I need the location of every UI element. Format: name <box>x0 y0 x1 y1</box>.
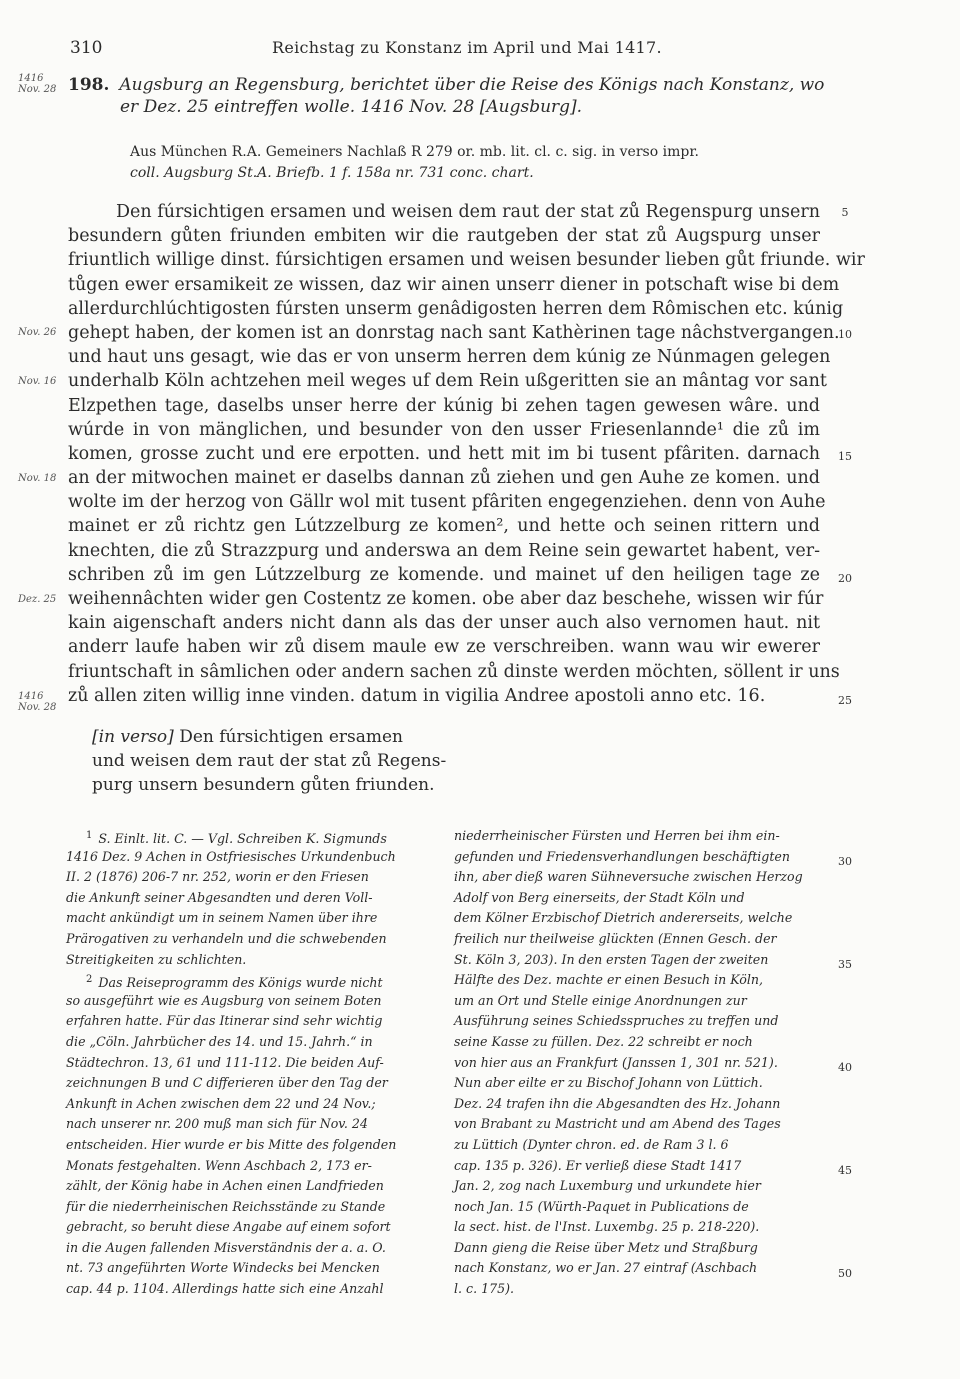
footnote-line: die „Cöln. Jahrbücher des 14. und 15. Jahrh.“ in <box>66 1033 373 1049</box>
entry-title-line-2: er Dez. 25 eintreffen wolle. 1416 Nov. 28 [Augsburg]. <box>120 97 583 117</box>
body-line: underhalb Köln achtzehen meil weges uf dem Rein ußgeritten sie an mântag vor sant <box>68 371 827 392</box>
footnote-line: gebracht, so beruht diese Angabe auf einem sofort <box>66 1219 391 1235</box>
footnote-line: Hälfte des Dez. machte er einen Besuch in Köln, <box>454 972 764 988</box>
margin-date: Dez. 25 <box>18 594 57 605</box>
body-line: an der mitwochen mainet er daselbs dannan zů ziehen und gen Auhe ze komen. und <box>68 468 820 489</box>
body-line: friuntlich willige dinst. fúrsichtigen ersamen und weisen besunder lieben gůt friunde. wir <box>68 250 865 271</box>
footnote-line: ihn, aber dieß waren Sühneversuche zwischen Herzog <box>454 869 803 885</box>
margin-date: Nov. 26 <box>18 327 57 338</box>
footnote-line: dem Kölner Erzbischof Dietrich andererseits, welche <box>454 910 793 926</box>
footnote-line: Streitigkeiten zu schlichten. <box>66 951 247 967</box>
margin-date-day: Nov. 28 <box>18 84 57 95</box>
body-line: tůgen ewer ersamikeit ze wissen, daz wir ainen unserr diener in potschaft wise bi dem <box>68 274 840 295</box>
body-line: komen, grosse zucht und ere erpotten. und hett mit im bi tusent pfâriten. darnach <box>68 443 820 464</box>
footnotes-right <box>454 826 820 1300</box>
verso-line-1: Den fúrsichtigen ersamen <box>179 727 403 747</box>
verso-address <box>92 725 446 797</box>
body-line: schriben zů im gen Lútzzelburg ze komende. und mainet uf den heiligen tage ze <box>68 564 820 585</box>
body-line: knechten, die zů Strazzpurg und anderswa an dem Reine sein gewartet habent, ver- <box>68 540 820 561</box>
source-line-1: Aus München R.A. Gemeiners Nachlaß R 279 or. mb. lit. cl. c. sig. in verso impr. <box>130 144 699 160</box>
footnote-line: seine Kasse zu füllen. Dez. 22 schreibt er noch <box>454 1033 753 1049</box>
footnote-line: zählt, der König habe in Achen einen Landfrieden <box>66 1178 384 1194</box>
line-number: 30 <box>838 855 852 868</box>
footnote-line: la sect. hist. de l'Inst. Luxembg. 25 p. 218-220). <box>454 1219 760 1235</box>
body-line: besundern gůten friunden embiten wir die rautgeben der stat zů Augspurg unser <box>68 226 820 247</box>
body-line: anderr laufe haben wir zů disem maule ew ze verschreiben. wann wau wir ewerer <box>68 637 820 658</box>
footnote-line: in die Augen fallenden Misverständnis der a. a. O. <box>66 1239 386 1255</box>
body-line: friuntschaft in sâmlichen oder andern sachen zů dinste werden möchten, söllent ir uns <box>68 661 840 682</box>
line-number: 40 <box>838 1061 852 1074</box>
footnote-line: Städtechron. 13, 61 und 111-112. Die beiden Auf- <box>66 1054 384 1070</box>
body-line: wúrde in von mänglichen, und besunder von den usser Friesenlannde¹ die zů im <box>68 419 820 440</box>
footnote-line: zu Lüttich (Dynter chron. ed. de Ram 3 l. 6 <box>454 1136 729 1152</box>
page-number: 310 <box>70 38 103 58</box>
footnote-line: erfahren hatte. Für das Itinerar sind sehr wichtig <box>66 1013 383 1029</box>
footnote-line: zeichnungen B und C differieren über den Tag der <box>66 1075 388 1091</box>
entry-title-line-1: Augsburg an Regensburg, berichtet über die Reise des Königs nach Konstanz, wo <box>119 75 825 95</box>
footnote-line: Ankunft in Achen zwischen dem 22 und 24 Nov.; <box>66 1095 376 1111</box>
footnote-line: Dann gieng die Reise über Metz und Straßburg <box>454 1239 758 1255</box>
body-line: gehept haben, der komen ist an donrstag nach sant Kathèrinen tage nâchstvergangen. <box>68 322 840 343</box>
page-header <box>0 38 960 62</box>
footnote-line: nt. 73 angeführten Worte Windecks bei Mencken <box>66 1260 380 1276</box>
footnote-line: Ausführung seines Schiedsspruches zu treffen und <box>454 1013 779 1029</box>
body-line: und haut uns gesagt, wie das er von unserm herren dem kúnig ze Núnmagen gelegen <box>68 347 831 368</box>
verso-tag: [in verso] <box>92 727 174 747</box>
footnote-marker-2: 2 <box>86 974 93 986</box>
margin-date-year: 1416 <box>18 73 44 84</box>
footnote-line: l. c. 175). <box>454 1281 515 1297</box>
footnote-line: die Ankunft seiner Abgesandten und deren Voll- <box>66 889 373 905</box>
footnote-line: Jan. 2, zog nach Luxemburg und urkundete hier <box>454 1178 761 1194</box>
footnote-line: noch Jan. 15 (Würth-Paquet in Publications de <box>454 1198 749 1214</box>
running-head: Reichstag zu Konstanz im April und Mai 1417. <box>272 38 662 57</box>
footnote-line: Das Reiseprogramm des Königs wurde nicht <box>98 975 383 991</box>
footnote-line: Adolf von Berg einerseits, der Stadt Köln und <box>454 889 745 905</box>
footnote-line: Nun aber eilte er zu Bischof Johann von Lüttich. <box>454 1075 763 1091</box>
footnote-line: cap. 135 p. 326). Er verließ diese Stadt 1417 <box>454 1157 742 1173</box>
footnote-line: S. Einlt. lit. C. — Vgl. Schreiben K. Sigmunds <box>98 831 387 847</box>
footnote-marker-1: 1 <box>86 830 93 841</box>
body-line: Den fúrsichtigen ersamen und weisen dem raut der stat zů Regenspurg unsern <box>116 202 820 222</box>
body-line: weihennâchten wider gen Costentz ze komen. obe aber daz beschehe, wissen wir fúr <box>68 589 824 609</box>
footnotes-left <box>66 826 432 1300</box>
footnote-line: niederrheinischer Fürsten und Herren bei ihm ein- <box>454 828 780 843</box>
footnote-line: entscheiden. Hier wurde er bis Mitte des folgenden <box>66 1136 397 1152</box>
footnote-line: nach unserer nr. 200 muß man sich für Nov. 24 <box>66 1116 368 1132</box>
footnote-line: gefunden und Friedensverhandlungen beschäftigten <box>454 848 790 864</box>
footnote-line: freilich nur theilweise glückten (Ennen Gesch. der <box>454 930 777 946</box>
footnote-line: macht ankündigt um in seinem Namen über ihre <box>66 910 378 926</box>
body-line: zů allen ziten willig inne vinden. datum in vigilia Andree apostoli anno etc. 16. <box>68 685 766 706</box>
body-line: mainet er zů richtz gen Lútzzelburg ze komen², und hette och seinen rittern und <box>68 516 820 537</box>
footnote-line: um an Ort und Stelle einige Anordnungen zur <box>454 992 747 1008</box>
footnote-line: so ausgeführt wie es Augsburg von seinem Boten <box>66 992 382 1008</box>
footnote-line: für die niederrheinischen Reichsstände zu Stande <box>66 1198 386 1214</box>
line-number: 50 <box>838 1267 852 1280</box>
entry-number: 198. <box>68 75 110 95</box>
entry-heading <box>68 74 828 118</box>
footnote-line: von hier aus an Frankfurt (Janssen 1, 301 nr. 521). <box>454 1054 778 1070</box>
body-line: kain aigenschaft anders nicht dann als das der unser auch also vernomen haut. nit <box>68 613 820 634</box>
verso-line-3: purg unsern besundern gůten friunden. <box>92 775 435 795</box>
footnote-line: Monats festgehalten. Wenn Aschbach 2, 173 er- <box>66 1157 372 1173</box>
line-number: 35 <box>838 958 852 971</box>
margin-date: Nov. 18 <box>18 473 57 484</box>
body-line: Elzpethen tage, daselbs unser herre der kúnig bi zehen tagen gewesen wâre. und <box>68 395 820 416</box>
margin-date: Nov. 16 <box>18 376 57 387</box>
footnote-line: von Brabant zu Mastricht und am Abend des Tages <box>454 1116 781 1132</box>
verso-line-2: und weisen dem raut der stat zů Regens- <box>92 751 447 771</box>
body-line: wolte im der herzog von Gällr wol mit tusent pfâriten engegenziehen. denn von Auhe <box>68 492 826 513</box>
footnote-line: Dez. 24 trafen ihn die Abgesandten des Hz. Johann <box>454 1095 781 1111</box>
footnote-line: 1416 Dez. 9 Achen in Ostfriesisches Urkundenbuch <box>66 848 396 864</box>
margin-date-entry <box>18 73 70 95</box>
line-number: 5 <box>841 206 849 219</box>
footnote-line: St. Köln 3, 203). In den ersten Tagen der zweiten <box>454 951 769 967</box>
line-number: 45 <box>838 1164 852 1177</box>
line-number: 25 <box>838 694 852 707</box>
line-number: 15 <box>838 450 852 463</box>
footnote-line: II. 2 (1876) 206-7 nr. 252, worin er den Friesen <box>66 869 369 885</box>
body-line: allerdurchlúchtigosten fúrsten unserm genâdigosten herren dem Rômischen etc. kúnig <box>68 298 844 319</box>
footnote-line: nach Konstanz, wo er Jan. 27 eintraf (Aschbach <box>454 1260 758 1276</box>
source-line-2: coll. Augsburg St.A. Briefb. 1 f. 158a nr. 731 conc. chart. <box>130 165 534 181</box>
margin-date: 1416 Nov. 28 <box>18 691 57 713</box>
footnote-line: cap. 44 p. 1104. Allerdings hatte sich eine Anzahl <box>66 1281 384 1297</box>
line-number: 10 <box>838 328 852 341</box>
line-number: 20 <box>838 572 852 585</box>
footnote-line: Prärogativen zu verhandeln und die schwebenden <box>66 930 387 946</box>
